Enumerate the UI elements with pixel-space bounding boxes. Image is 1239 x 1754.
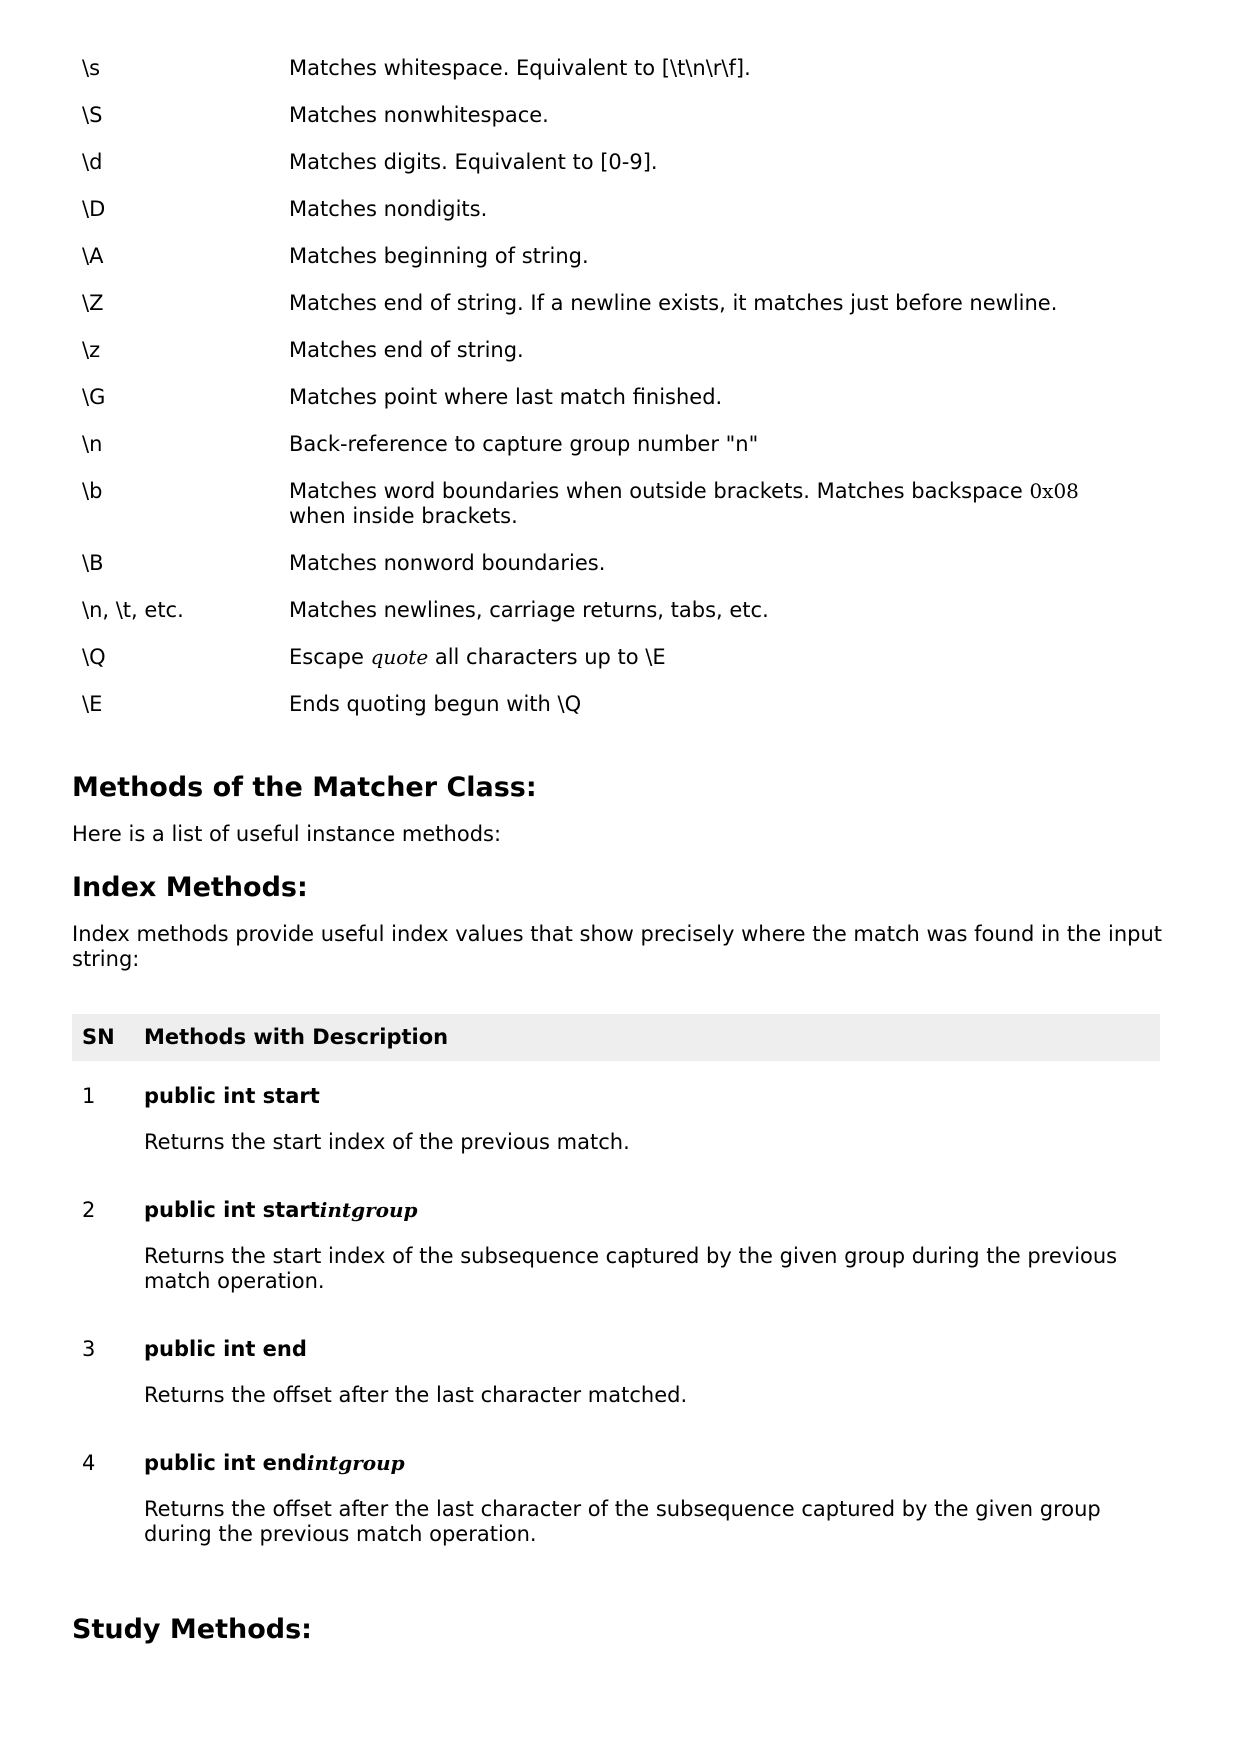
regex-row <box>72 103 1172 128</box>
regex-pattern: \n, \t, etc. <box>82 598 184 622</box>
regex-row <box>72 150 1172 175</box>
method-row <box>72 1084 1160 1155</box>
method-signature <box>144 1198 1160 1223</box>
regex-row <box>72 551 1172 576</box>
regex-pattern: \z <box>82 338 101 362</box>
regex-description: Matches point where last match finished. <box>289 385 723 409</box>
section-heading-study: Study Methods: <box>72 1614 312 1645</box>
section-heading-index: Index Methods: <box>72 872 308 903</box>
method-description: Returns the start index of the previous match. <box>144 1130 630 1154</box>
method-row <box>72 1451 1160 1547</box>
method-number: 2 <box>82 1198 96 1222</box>
regex-description <box>289 479 1159 529</box>
regex-description: Matches nonword boundaries. <box>289 551 606 575</box>
regex-description: Matches digits. Equivalent to [0-9]. <box>289 150 658 174</box>
regex-description: Matches newlines, carriage returns, tabs, etc. <box>289 598 769 622</box>
regex-description: Ends quoting begun with \Q <box>289 692 582 716</box>
method-number: 4 <box>82 1451 96 1475</box>
column-header-description: Methods with Description <box>144 1025 449 1049</box>
method-row <box>72 1198 1160 1294</box>
column-header-sn: SN <box>82 1025 115 1049</box>
regex-description: Matches end of string. If a newline exists, it matches just before newline. <box>289 291 1058 315</box>
regex-description: Matches nonwhitespace. <box>289 103 549 127</box>
method-signature-text: public int end <box>144 1337 307 1361</box>
regex-pattern: \E <box>82 692 103 716</box>
regex-description: Matches beginning of string. <box>289 244 589 268</box>
methods-table-header <box>72 1014 1160 1061</box>
regex-row <box>72 432 1172 457</box>
regex-description: Matches end of string. <box>289 338 524 362</box>
regex-row <box>72 692 1172 717</box>
regex-pattern: \D <box>82 197 106 221</box>
regex-description-text: when inside brackets. <box>289 504 518 528</box>
method-parameter: intgroup <box>306 1451 405 1475</box>
regex-pattern: \n <box>82 432 103 456</box>
section-intro-matcher: Here is a list of useful instance methods: <box>72 822 502 846</box>
regex-row <box>72 385 1172 410</box>
regex-row <box>72 56 1172 81</box>
method-description: Returns the start index of the subsequence captured by the given group during the previous match operation. <box>144 1244 1118 1293</box>
method-signature <box>144 1451 1160 1476</box>
regex-pattern: \s <box>82 56 101 80</box>
italic-term: quote <box>370 645 429 669</box>
regex-table <box>72 56 1172 739</box>
regex-row <box>72 197 1172 222</box>
method-signature-text: public int start <box>144 1198 320 1222</box>
regex-pattern: \A <box>82 244 104 268</box>
regex-row <box>72 479 1172 529</box>
regex-pattern: \S <box>82 103 103 127</box>
regex-row <box>72 645 1172 670</box>
regex-row <box>72 338 1172 363</box>
regex-pattern: \b <box>82 479 103 503</box>
method-description: Returns the offset after the last character matched. <box>144 1383 688 1407</box>
section-heading-matcher: Methods of the Matcher Class: <box>72 772 537 803</box>
method-description: Returns the offset after the last character of the subsequence captured by the given group during the previous match operation. <box>144 1497 1101 1546</box>
method-signature-text: public int end <box>144 1451 307 1475</box>
regex-description <box>289 645 1159 670</box>
regex-row <box>72 291 1172 316</box>
method-row <box>72 1337 1160 1408</box>
regex-description: Matches whitespace. Equivalent to [\t\n\r\f]. <box>289 56 751 80</box>
method-signature <box>144 1337 1160 1362</box>
regex-pattern: \G <box>82 385 106 409</box>
method-number: 3 <box>82 1337 96 1361</box>
method-parameter: intgroup <box>319 1198 418 1222</box>
method-signature-text: public int start <box>144 1084 320 1108</box>
regex-description: Back-reference to capture group number "n" <box>289 432 759 456</box>
regex-pattern: \B <box>82 551 104 575</box>
regex-description-text: Escape <box>289 645 371 669</box>
inline-code: 0x08 <box>1029 479 1079 503</box>
regex-row <box>72 598 1172 623</box>
regex-pattern: \d <box>82 150 103 174</box>
method-signature <box>144 1084 1160 1109</box>
method-number: 1 <box>82 1084 96 1108</box>
regex-pattern: \Z <box>82 291 104 315</box>
regex-pattern: \Q <box>82 645 106 669</box>
regex-row <box>72 244 1172 269</box>
regex-description-text: Matches word boundaries when outside brackets. Matches backspace <box>289 479 1030 503</box>
methods-table <box>72 1014 1160 1547</box>
regex-description: Matches nondigits. <box>289 197 488 221</box>
section-intro-index: Index methods provide useful index values that show precisely where the match was found in the input string: <box>72 922 1163 971</box>
regex-description-text: all characters up to \E <box>428 645 666 669</box>
